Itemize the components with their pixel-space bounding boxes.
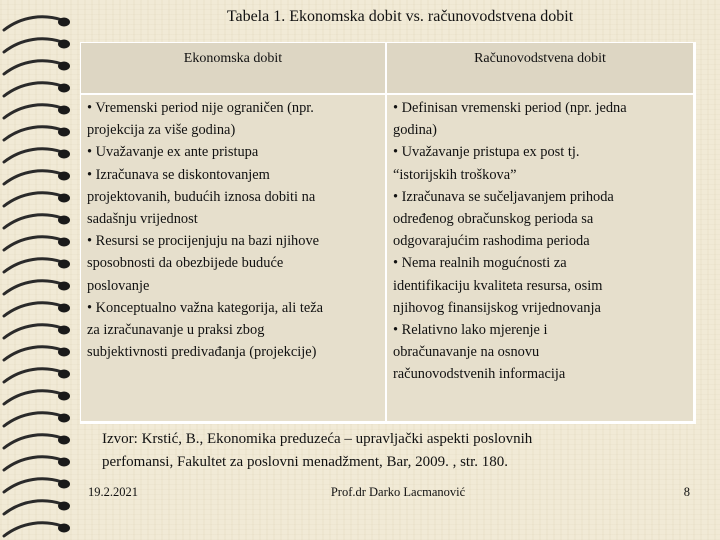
binding-hole	[58, 436, 70, 445]
binding-hole	[58, 106, 70, 115]
binding-coil	[4, 171, 62, 184]
header-accounting-label: Računovodstvena dobit	[474, 51, 606, 66]
binding-coil	[4, 347, 62, 360]
left-line: za izračunavanje u praksi zbog	[87, 322, 265, 339]
binding-coil	[4, 127, 62, 140]
left-line: projekcija za više godina)	[87, 122, 236, 139]
right-line: • Uvažavanje pristupa ex post tj.	[393, 144, 580, 161]
binding-hole	[58, 480, 70, 489]
binding-coil	[4, 303, 62, 316]
left-line: • Uvažavanje ex ante pristupa	[87, 144, 259, 161]
right-line: • Definisan vremenski period (npr. jedna	[393, 100, 627, 116]
binding-coil	[4, 193, 62, 206]
left-line: poslovanje	[87, 277, 150, 294]
accounting-description	[393, 97, 689, 386]
binding-hole	[58, 414, 70, 423]
binding-hole	[58, 458, 70, 467]
binding-coil	[4, 39, 62, 52]
binding-coil	[4, 105, 62, 118]
binding-hole	[58, 348, 70, 357]
left-line: • Vremenski period nije ograničen (npr.	[87, 100, 314, 116]
binding-coil	[4, 413, 62, 426]
binding-coil	[4, 215, 62, 228]
footer-author: Prof.dr Darko Lacmanović	[330, 485, 466, 499]
left-line: subjektivnosti predivađanja (projekcije)	[87, 344, 317, 361]
right-line: • Nema realnih mogućnosti za	[393, 255, 567, 272]
right-line: • Relativno lako mjerenje i	[393, 322, 548, 339]
binding-coil	[4, 281, 62, 294]
binding-hole	[58, 84, 70, 93]
right-line: “istorijskih troškova”	[393, 166, 517, 183]
slide-title: Tabela 1. Ekonomska dobit vs. računovodstvena dobit	[226, 8, 574, 25]
binding-hole	[58, 304, 70, 313]
binding-coil	[4, 259, 62, 272]
binding-coil	[4, 523, 62, 536]
binding-hole	[58, 62, 70, 71]
binding-hole	[58, 238, 70, 247]
source-line: perfomansi, Fakultet za poslovni menadžment, Bar, 2009. , str. 180.	[102, 454, 508, 470]
table-cell-accounting	[387, 95, 695, 423]
right-line: identifikaciju kvaliteta resursa, osim	[393, 277, 603, 294]
left-line: • Resursi se procijenjuju na bazi njihove	[87, 233, 320, 250]
right-line: odgovarajućim rashodima perioda	[393, 233, 590, 250]
binding-hole	[58, 40, 70, 49]
binding-coil	[4, 435, 62, 448]
right-line: • Izračunava se sučeljavanjem prihoda	[393, 188, 614, 205]
left-line: • Izračunava se diskontovanjem	[87, 166, 270, 183]
left-line: • Konceptualno važna kategorija, ali teža	[87, 299, 323, 316]
binding-hole	[58, 326, 70, 335]
footer-date: 19.2.2021	[88, 485, 138, 499]
binding-coil	[4, 479, 62, 492]
source-line: Izvor: Krstić, B., Ekonomika preduzeća – upravljački aspekti poslovnih	[102, 431, 533, 447]
left-line: sposobnosti da obezbijede buduće	[87, 255, 284, 272]
binding-coil	[4, 149, 62, 162]
comparison-table	[80, 42, 696, 424]
table-cell-economic	[81, 95, 387, 423]
binding-hole	[58, 128, 70, 137]
right-line: obračunavanje na osnovu	[393, 344, 540, 361]
binding-hole	[58, 194, 70, 203]
binding-coil	[4, 61, 62, 74]
table-header-accounting	[387, 43, 695, 95]
binding-coil	[4, 17, 62, 30]
binding-hole	[58, 282, 70, 291]
spiral-binding	[0, 0, 80, 540]
binding-hole	[58, 370, 70, 379]
page-number: 8	[683, 485, 690, 499]
economic-description	[87, 97, 383, 363]
binding-hole	[58, 172, 70, 181]
binding-coil	[4, 237, 62, 250]
binding-coil	[4, 457, 62, 470]
binding-hole	[58, 524, 70, 533]
binding-coil	[4, 391, 62, 404]
right-line: određenog obračunskog perioda sa	[393, 211, 594, 228]
binding-coil	[4, 501, 62, 514]
binding-coil	[4, 369, 62, 382]
left-line: projektovanih, budućih iznosa dobiti na	[87, 188, 316, 205]
binding-hole	[58, 150, 70, 159]
binding-hole	[58, 18, 70, 27]
binding-coil	[4, 325, 62, 338]
source-citation	[102, 428, 692, 474]
right-line: računovodstvenih informacija	[393, 366, 566, 383]
right-line: godina)	[393, 122, 437, 139]
binding-hole	[58, 392, 70, 401]
table-header-economic	[81, 43, 387, 95]
header-economic-label: Ekonomska dobit	[183, 51, 283, 66]
right-line: njihovog finansijskog vrijednovanja	[393, 299, 601, 316]
left-line: sadašnju vrijednost	[87, 211, 198, 228]
binding-hole	[58, 260, 70, 269]
binding-coil	[4, 83, 62, 96]
binding-hole	[58, 502, 70, 511]
binding-hole	[58, 216, 70, 225]
